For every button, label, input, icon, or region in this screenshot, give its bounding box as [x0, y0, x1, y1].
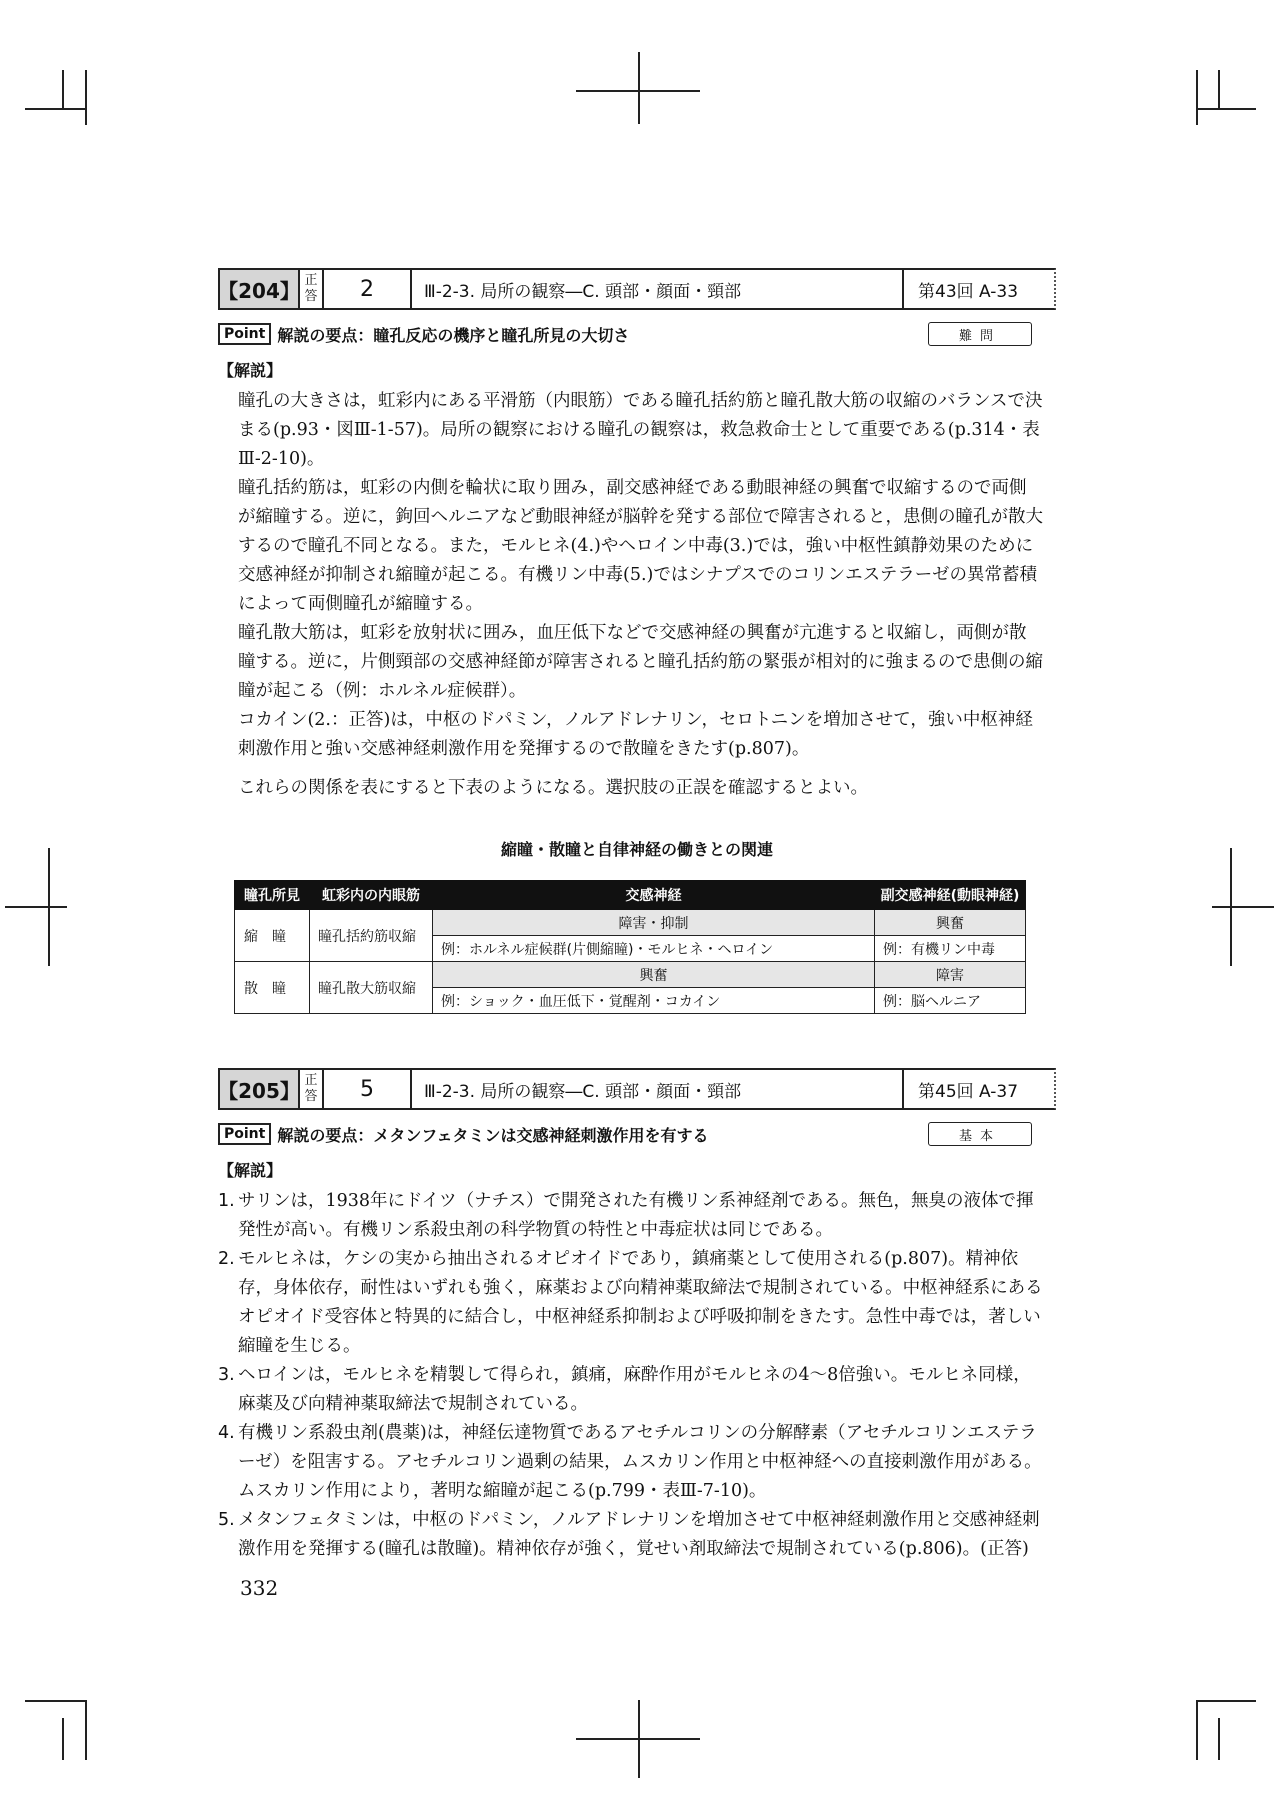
seikai-char: 答 — [304, 289, 318, 304]
explanation-paragraph: コカイン(2.：正答)は，中枢のドパミン，ノルアドレナリン，セロトニンを増加させて，強い中枢神経刺激作用と強い交感神経刺激作用を発揮するので散瞳をきたす(p.807)。 — [238, 710, 1033, 759]
answer-value: 5 — [324, 1070, 412, 1108]
point-text: 解説の要点：メタンフェタミンは交感神経刺激作用を有する — [277, 1125, 709, 1145]
item-text: 有機リン系殺虫剤(農薬)は，神経伝達物質であるアセチルコリンの分解酵素（アセチルコリンエステラーゼ）を阻害する。アセチルコリン過剰の結果，ムスカリン作用と中枢神経への直接刺激作用がある。ムスカリン作用により，著明な縮瞳が起こる(p.799・表Ⅲ-7-10)。 — [238, 1423, 1042, 1501]
crop-mark — [1196, 108, 1256, 110]
page-number: 332 — [240, 1576, 279, 1600]
table-cell: 障害 — [875, 962, 1026, 988]
point-icon: Point — [218, 1123, 271, 1145]
crop-mark — [62, 70, 64, 108]
item-text: ヘロインは，モルヒネを精製して得られ，鎮痛，麻酔作用がモルヒネの4～8倍強い。モルヒネ同様，麻薬及び向精神薬取締法で規制されている。 — [238, 1365, 1031, 1414]
item-text: サリンは，1938年にドイツ（ナチス）で開発された有機リン系神経剤である。無色，無臭の液体で揮発性が高い。有機リン系殺虫剤の科学物質の特性と中毒症状は同じである。 — [238, 1191, 1034, 1240]
table-header: 副交感神経(動眼神経) — [875, 881, 1026, 910]
question-header-205 — [218, 1068, 1056, 1110]
table-row — [235, 962, 1026, 988]
seikai-label — [300, 270, 324, 308]
difficulty-badge: 難問 — [928, 322, 1032, 346]
item-number: 5. — [218, 1510, 235, 1530]
table-cell: 例：有機リン中毒 — [875, 936, 1026, 962]
table-header: 瞳孔所見 — [235, 881, 310, 910]
table-cell: 障害・抑制 — [433, 910, 875, 936]
answer-value: 2 — [324, 270, 412, 308]
seikai-label — [300, 1070, 324, 1108]
question-header-204 — [218, 268, 1056, 310]
seikai-char: 答 — [304, 1089, 318, 1104]
table-cell: 例：ショック・血圧低下・覚醒剤・コカイン — [433, 988, 875, 1014]
seikai-char: 正 — [304, 273, 318, 288]
item-number: 2. — [218, 1249, 235, 1269]
item-text: メタンフェタミンは，中枢のドパミン，ノルアドレナリンを増加させて中枢神経刺激作用と交感神経刺激作用を発揮する(瞳孔は散瞳)。精神依存が強く，覚せい剤取締法で規制されている(p.806)。(正答) — [238, 1510, 1040, 1559]
crop-mark — [25, 1700, 85, 1702]
crop-mark — [576, 90, 700, 92]
pupil-table — [234, 880, 1026, 1014]
table-cell: 散瞳 — [235, 962, 310, 1014]
list-item — [218, 1419, 1044, 1506]
table-cell: 瞳孔散大筋収縮 — [310, 962, 433, 1014]
list-item — [218, 1187, 1044, 1245]
seikai-char: 正 — [304, 1073, 318, 1088]
crop-mark — [1218, 70, 1220, 108]
topic-label: Ⅲ-2-3. 局所の観察―C. 頭部・顔面・頸部 — [412, 270, 904, 308]
table-cell: 縮瞳 — [235, 910, 310, 962]
crop-mark — [25, 108, 85, 110]
kaisetsu-heading: 【解説】 — [218, 361, 283, 380]
difficulty-badge: 基本 — [928, 1122, 1032, 1146]
table-cell: 興奮 — [433, 962, 875, 988]
table-cell: 例：脳ヘルニア — [875, 988, 1026, 1014]
table-row — [235, 910, 1026, 936]
explanation-paragraph: 瞳孔括約筋は，虹彩の内側を輪状に取り囲み，副交感神経である動眼神経の興奮で収縮するので両側が縮瞳する。逆に，鉤回ヘルニアなど動眼神経が脳幹を発する部位で障害されると，患側の瞳孔が散大するので瞳孔不同となる。また，モルヒネ(4.)やヘロイン中毒(3.)では，強い中枢性鎮静効果のために交感神経が抑制され縮瞳が起こる。有機リン中毒(5.)ではシナプスでのコリンエステラーゼの異常蓄積によって両側瞳孔が縮瞳する。 — [238, 478, 1043, 614]
list-item — [218, 1361, 1044, 1419]
table-title: 縮瞳・散瞳と自律神経の働きとの関連 — [500, 840, 773, 859]
explanation-paragraph: 瞳孔散大筋は，虹彩を放射状に囲み，血圧低下などで交感神経の興奮が亢進すると収縮し，両側が散瞳する。逆に，片側頸部の交感神経節が障害されると瞳孔括約筋の緊張が相対的に強まるので患側の縮瞳が起こる（例：ホルネル症候群）。 — [238, 623, 1043, 701]
exam-reference: 第43回 A-33 — [918, 281, 1019, 302]
table-header: 交感神経 — [433, 881, 875, 910]
crop-mark — [1196, 1700, 1256, 1702]
kaisetsu-heading: 【解説】 — [218, 1161, 283, 1180]
table-cell: 興奮 — [875, 910, 1026, 936]
question-number: 【204】 — [220, 270, 300, 308]
item-number: 4. — [218, 1423, 235, 1443]
point-icon: Point — [218, 323, 271, 345]
crop-mark — [576, 1738, 700, 1740]
crop-mark — [5, 906, 67, 908]
crop-mark — [85, 70, 87, 125]
crop-mark — [1196, 70, 1198, 125]
item-text: モルヒネは，ケシの実から抽出されるオピオイドであり，鎮痛薬として使用される(p.807)。精神依存，身体依存，耐性はいずれも強く，麻薬および向精神薬取締法で規制されている。中枢神経系にあるオピオイド受容体と特異的に結合し，中枢神経系抑制および呼吸抑制をきたす。急性中毒では，著しい縮瞳を生じる。 — [238, 1249, 1043, 1356]
crop-mark — [638, 52, 640, 124]
explanation-paragraph: 瞳孔の大きさは，虹彩内にある平滑筋（内眼筋）である瞳孔括約筋と瞳孔散大筋の収縮のバランスで決まる(p.93・図Ⅲ-1-57)。局所の観察における瞳孔の観察は，救急救命士として重要である(p.314・表Ⅲ-2-10)。 — [238, 391, 1043, 469]
item-number: 3. — [218, 1365, 235, 1385]
crop-mark — [1196, 1700, 1198, 1760]
crop-mark — [1212, 906, 1274, 908]
item-number: 1. — [218, 1191, 235, 1211]
list-item — [218, 1245, 1044, 1361]
point-text: 解説の要点：瞳孔反応の機序と瞳孔所見の大切さ — [277, 325, 630, 345]
answer-choice-list — [218, 1187, 1056, 1564]
table-cell: 例：ホルネル症候群(片側縮瞳)・モルヒネ・ヘロイン — [433, 936, 875, 962]
page-content — [218, 268, 1056, 1564]
crop-mark — [85, 1700, 87, 1760]
crop-mark — [62, 1718, 64, 1760]
list-item — [218, 1506, 1044, 1564]
point-row — [218, 320, 1056, 348]
exam-reference: 第45回 A-37 — [918, 1081, 1019, 1102]
table-header: 虹彩内の内眼筋 — [310, 881, 433, 910]
table-header-row — [235, 881, 1026, 910]
crop-mark — [1218, 1718, 1220, 1760]
question-number: 【205】 — [220, 1070, 300, 1108]
point-row — [218, 1120, 1056, 1148]
table-cell: 瞳孔括約筋収縮 — [310, 910, 433, 962]
topic-label: Ⅲ-2-3. 局所の観察―C. 頭部・顔面・頸部 — [412, 1070, 904, 1108]
explanation-paragraph: これらの関係を表にすると下表のようになる。選択肢の正誤を確認するとよい。 — [238, 778, 868, 798]
